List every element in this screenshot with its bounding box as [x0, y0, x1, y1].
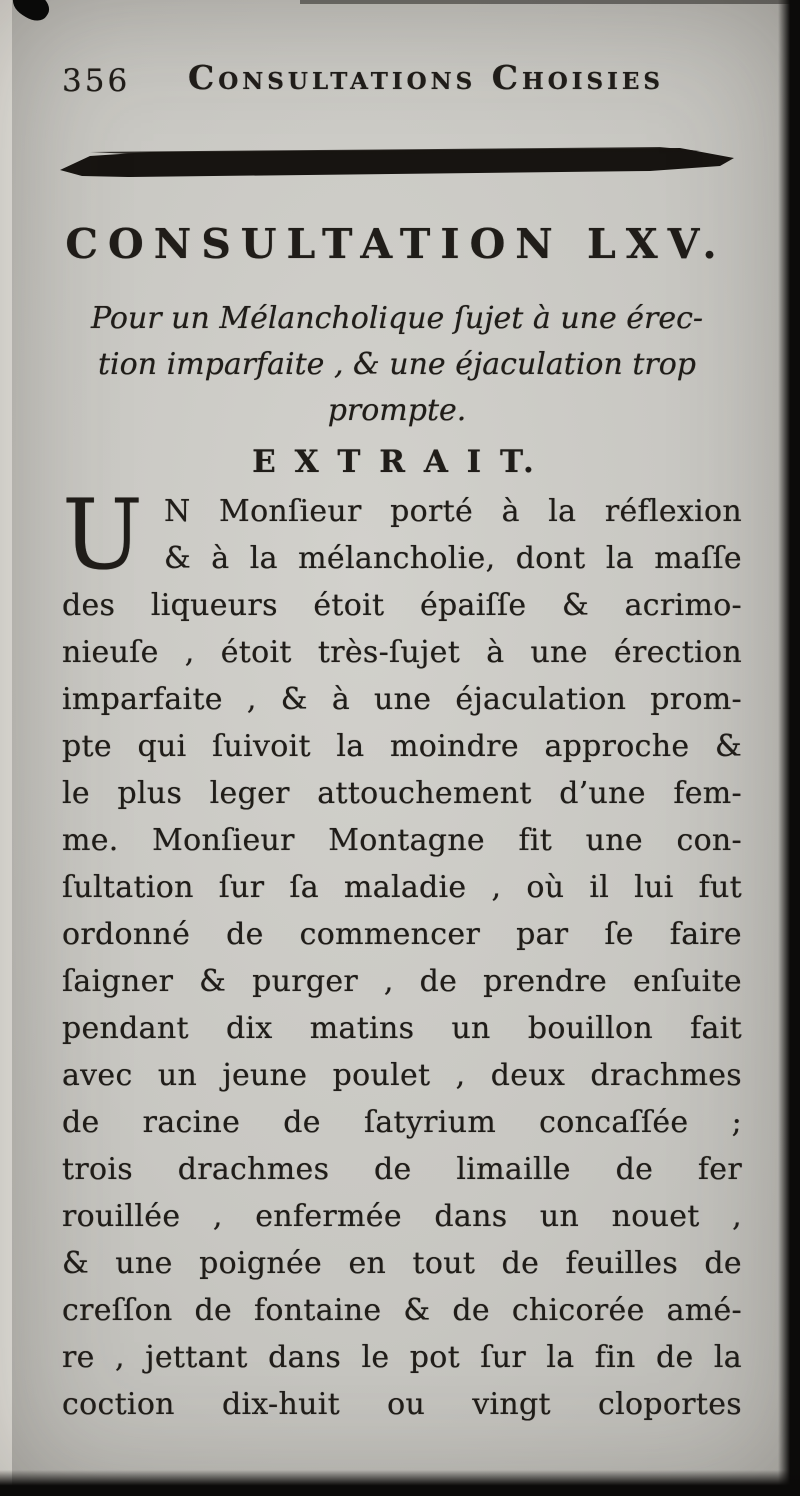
body-line: avec un jeune poulet , deux drachmes — [62, 1058, 742, 1093]
scan-edge-top — [300, 0, 800, 4]
body-line: & à la mélancholie, dont la maſſe — [164, 541, 742, 576]
body-line: nieuſe , étoit très-ſujet à une érection — [62, 635, 742, 670]
body-line: de racine de ſatyrium concaſſée ; — [62, 1105, 742, 1140]
scan-edge-right — [778, 0, 800, 1496]
subtitle-line: tion imparfaite , & une éjaculation trop — [98, 347, 696, 382]
body-line: creſſon de fontaine & de chicorée amé- — [62, 1293, 742, 1328]
body-line: ordonné de commencer par ſe faire — [62, 917, 742, 952]
body-line: le plus leger attouchement d’une fem- — [62, 776, 742, 811]
body-line: pte qui ſuivoit la moindre approche & — [62, 729, 742, 764]
section-heading: E X T R A I T. — [252, 444, 538, 480]
body-line: des liqueurs étoit épaiſſe & acrimo- — [62, 588, 742, 623]
subtitle-line: prompte. — [327, 393, 467, 428]
drop-cap: U — [62, 479, 143, 591]
page-header — [62, 58, 730, 104]
body-line: ſultation ſur ſa maladie , où il lui fut — [62, 870, 742, 905]
page-number: 356 — [62, 63, 131, 99]
rule-shape — [60, 146, 736, 188]
chapter-subtitle — [52, 296, 742, 434]
running-header: Consultations Choisies — [187, 58, 665, 97]
body-line: rouillée , enfermée dans un nouet , — [62, 1199, 742, 1234]
body-line: ſaigner & purger , de prendre enſuite — [62, 964, 742, 999]
body-text — [62, 479, 742, 1428]
scan-edge-bottom — [0, 1470, 800, 1496]
scan-edge-left — [0, 0, 12, 1496]
body-line: trois drachmes de limaille de fer — [62, 1152, 742, 1187]
subtitle-line: Pour un Mélancholique ſujet à une érec- — [90, 301, 704, 336]
scan-corner-mark — [8, 0, 54, 26]
chapter-title: CONSULTATION LXV. — [65, 220, 727, 268]
body-line: re , jettant dans le pot ſur la fin de la — [62, 1340, 742, 1375]
body-line: pendant dix matins un bouillon fait — [62, 1011, 742, 1046]
body-line: me. Monſieur Montagne fit une con- — [62, 823, 742, 858]
body-line: coction dix-huit ou vingt cloportes — [62, 1387, 742, 1422]
body-line: & une poignée en tout de feuilles de — [62, 1246, 742, 1281]
body-line: N Monſieur porté à la réflexion — [164, 494, 742, 529]
body-line: imparfaite , & à une éjaculation prom- — [62, 682, 742, 717]
decorative-rule — [60, 146, 736, 188]
